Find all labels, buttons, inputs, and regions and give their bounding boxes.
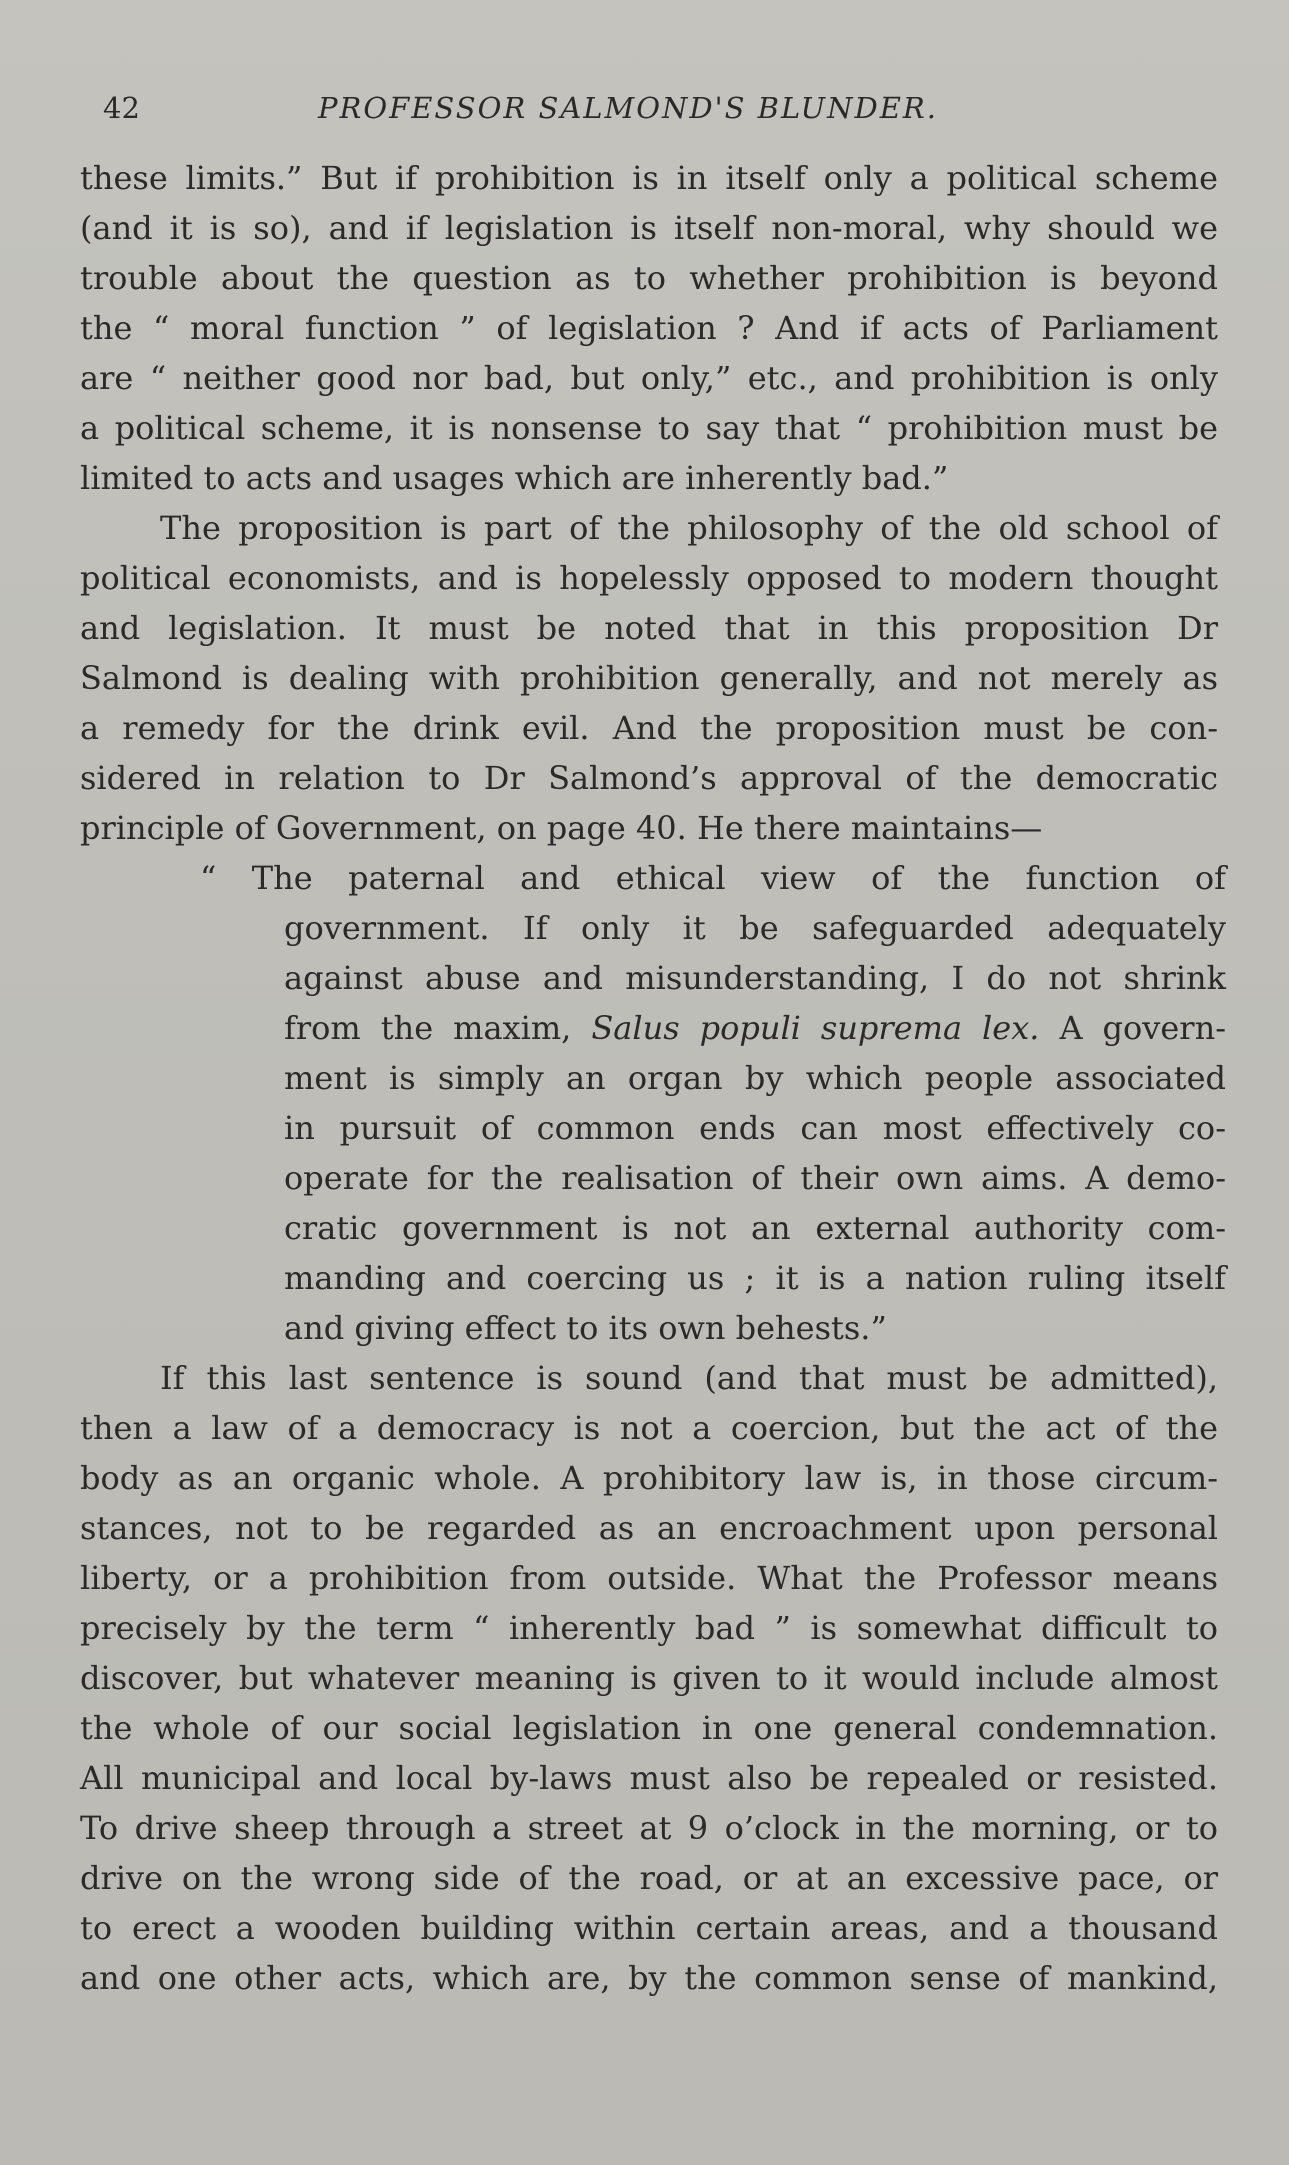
text-line: liberty, or a prohibition from outside. What the Professor means <box>80 1559 1218 1597</box>
quote-line: manding and coercing us ; it is a nation ruling itself <box>284 1259 1226 1297</box>
text-line: precisely by the term “ inherently bad ” is somewhat difficult to <box>80 1609 1218 1647</box>
quote-line: “ The paternal and ethical view of the function of <box>200 859 1226 897</box>
quote-text: from the maxim, <box>284 1009 592 1047</box>
text-line: these limits.” But if prohibition is in itself only a political scheme <box>80 159 1218 197</box>
quote-line <box>284 1008 1226 1048</box>
text-line: stances, not to be regarded as an encroachment upon personal <box>80 1509 1218 1547</box>
text-line: (and it is so), and if legislation is itself non-moral, why should we <box>80 209 1218 247</box>
latin-maxim: Salus populi suprema lex. <box>591 1009 1040 1047</box>
quote-line: cratic government is not an external authority com- <box>284 1209 1226 1247</box>
text-line: sidered in relation to Dr Salmond’s approval of the democratic <box>80 759 1218 797</box>
quote-line: in pursuit of common ends can most effectively co- <box>284 1109 1226 1147</box>
quote-line: government. If only it be safeguarded adequately <box>284 909 1226 947</box>
text-line: principle of Government, on page 40. He there maintains— <box>80 809 1043 847</box>
text-line: a political scheme, it is nonsense to say that “ prohibition must be <box>80 409 1218 447</box>
text-line: the “ moral function ” of legislation ? And if acts of Parliament <box>80 309 1218 347</box>
text-line: discover, but whatever meaning is given to it would include almost <box>80 1659 1218 1697</box>
text-line: and one other acts, which are, by the common sense of mankind, <box>80 1959 1218 1997</box>
text-line: and legislation. It must be noted that in this proposition Dr <box>80 609 1218 647</box>
text-line: The proposition is part of the philosophy of the old school of <box>160 509 1218 547</box>
text-line: the whole of our social legislation in one general condemnation. <box>80 1709 1218 1747</box>
text-line: If this last sentence is sound (and that must be admitted), <box>160 1359 1218 1397</box>
quote-line: operate for the realisation of their own aims. A demo- <box>284 1159 1226 1197</box>
text-line: to erect a wooden building within certain areas, and a thousand <box>80 1909 1218 1947</box>
quote-line: against abuse and misunderstanding, I do not shrink <box>284 959 1226 997</box>
text-line: trouble about the question as to whether prohibition is beyond <box>80 259 1218 297</box>
text-line: All municipal and local by-laws must also be repealed or resisted. <box>80 1759 1218 1797</box>
text-line: limited to acts and usages which are inherently bad.” <box>80 459 949 497</box>
quote-text: A govern- <box>1039 1009 1227 1047</box>
page-header <box>103 88 1233 128</box>
page-number: 42 <box>103 91 140 125</box>
text-line: drive on the wrong side of the road, or at an excessive pace, or <box>80 1859 1218 1897</box>
text-line: To drive sheep through a street at 9 o’clock in the morning, or to <box>80 1809 1218 1847</box>
text-line: then a law of a democracy is not a coercion, but the act of the <box>80 1409 1218 1447</box>
text-line: a remedy for the drink evil. And the proposition must be con- <box>80 709 1218 747</box>
text-line: body as an organic whole. A prohibitory law is, in those circum- <box>80 1459 1218 1497</box>
text-line: political economists, and is hopelessly opposed to modern thought <box>80 559 1218 597</box>
quote-line: and giving effect to its own behests.” <box>284 1309 887 1347</box>
text-line: are “ neither good nor bad, but only,” etc., and prohibition is only <box>80 359 1218 397</box>
text-line: Salmond is dealing with prohibition generally, and not merely as <box>80 659 1218 697</box>
quote-line: ment is simply an organ by which people associated <box>284 1059 1226 1097</box>
running-title: PROFESSOR SALMOND'S BLUNDER. <box>318 91 938 125</box>
